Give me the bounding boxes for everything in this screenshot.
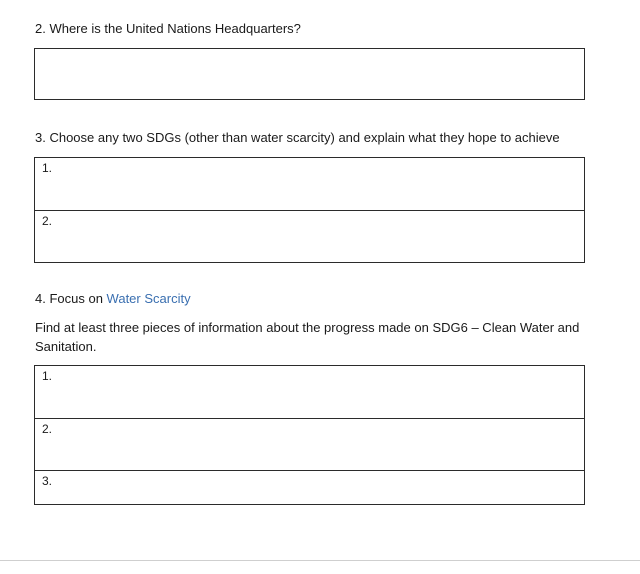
question-2: 2. Where is the United Nations Headquarters? xyxy=(35,21,301,36)
row-number: 1. xyxy=(42,161,53,175)
row-number: 3. xyxy=(42,474,53,488)
row-number: 2. xyxy=(42,214,53,228)
question-4-prefix: 4. Focus on xyxy=(35,291,107,306)
answer-row-q3-1[interactable] xyxy=(34,157,585,211)
water-scarcity-link[interactable]: Water Scarcity xyxy=(106,291,191,306)
question-3: 3. Choose any two SDGs (other than water scarcity) and explain what they hope to achieve xyxy=(35,130,560,145)
row-number: 1. xyxy=(42,369,53,383)
answer-row-q4-3[interactable] xyxy=(34,470,585,505)
page-bottom-divider xyxy=(0,560,640,561)
answer-row-q4-1[interactable] xyxy=(34,365,585,419)
question-4-instruction: Find at least three pieces of information about the progress made on SDG6 – Clean Water and Sanitation. xyxy=(35,320,580,354)
answer-row-q3-2[interactable] xyxy=(34,210,585,263)
answer-box-q2[interactable] xyxy=(34,48,585,100)
question-4 xyxy=(35,290,191,308)
answer-row-q4-2[interactable] xyxy=(34,418,585,471)
row-number: 2. xyxy=(42,422,53,436)
